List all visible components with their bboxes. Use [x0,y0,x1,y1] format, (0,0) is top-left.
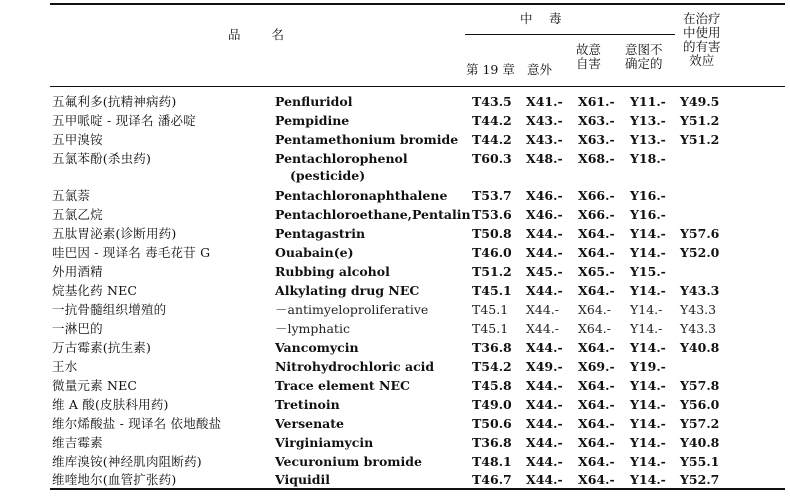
english-name: Pentachlorophenol [275,151,408,166]
intentional-code: X64.- [578,378,615,393]
undetermined-code: Y14.- [630,302,663,317]
table-row [0,92,790,111]
accident-column-header: 意外 [527,62,553,77]
undetermined-code: Y14.- [630,226,666,241]
english-name: Virginiamycin [275,435,374,450]
intentional-line-2: 自害 [576,56,602,71]
chinese-name: 烷基化药 NEC [52,283,138,298]
english-name: Trace element NEC [275,378,410,393]
chinese-name: 微量元素 NEC [52,378,138,393]
english-name: －antimyeloproliferative [275,302,429,317]
accident-code: X44.- [526,283,563,298]
chinese-name: 五甲溴铵 [52,132,103,147]
english-name: Nitrohydrochloric acid [275,359,435,374]
intentional-code: X64.- [578,321,612,336]
chapter-code: T50.8 [472,226,512,241]
chapter-code: T53.7 [472,188,512,203]
table-row [0,205,790,224]
table-row [0,395,790,414]
english-name: Ouabain(e) [275,245,354,260]
intentional-code: X64.- [578,302,612,317]
undetermined-code: Y14.- [630,435,666,450]
table-row [0,414,790,433]
adverse-effect-code: Y57.6 [680,226,720,241]
undetermined-code: Y14.- [630,416,666,431]
top-rule [50,3,785,5]
undetermined-code: Y14.- [630,378,666,393]
table-row [0,433,790,452]
chapter-code: T45.1 [472,321,509,336]
intentional-code: X64.- [578,283,615,298]
english-name: Pentamethonium bromide [275,132,459,147]
adverse-effect-code: Y49.5 [680,94,720,109]
accident-code: X44.- [526,435,563,450]
intentional-code: X64.- [578,454,615,469]
undetermined-code: Y11.- [630,94,666,109]
adverse-effect-code: Y56.0 [680,397,720,412]
undetermined-code: Y14.- [630,454,666,469]
intentional-code: X64.- [578,340,615,355]
accident-code: X44.- [526,416,563,431]
chapter-code: T44.2 [472,132,512,147]
adverse-effect-code: Y43.3 [680,321,717,336]
table-row [0,300,790,319]
adverse-effect-code: Y52.7 [680,472,720,487]
chapter-code: T43.5 [472,94,512,109]
table-row [0,243,790,262]
product-name-header: 品 名 [228,27,287,42]
adverse-effect-code: Y55.1 [680,454,720,469]
english-name: Pempidine [275,113,350,128]
chapter-code: T51.2 [472,264,512,279]
english-name: Pentachloroethane,Pentalin [275,207,471,222]
adverse-effect-code: Y40.8 [680,340,720,355]
intentional-code: X66.- [578,207,615,222]
chinese-name: 外用酒精 [52,264,103,279]
table-row [0,262,790,281]
chapter-code: T45.1 [472,302,509,317]
undetermined-code: Y14.- [630,245,666,260]
adverse-effect-code: Y51.2 [680,113,720,128]
english-name: Pentachloronaphthalene [275,188,448,203]
chapter-code: T54.2 [472,359,512,374]
intentional-code: X61.- [578,94,615,109]
table-row [0,149,790,186]
table-row [0,357,790,376]
undetermined-code: Y16.- [630,188,666,203]
undetermined-line-2: 确定的 [625,56,663,71]
adverse-effect-code: Y43.3 [680,302,717,317]
accident-code: X44.- [526,454,563,469]
chapter-code: T36.8 [472,340,512,355]
undetermined-code: Y14.- [630,472,666,487]
undetermined-code: Y14.- [630,283,666,298]
accident-code: X41.- [526,94,563,109]
undetermined-code: Y16.- [630,207,666,222]
table-row [0,224,790,243]
english-name: Pentagastrin [275,226,366,241]
intentional-code: X68.- [578,151,615,166]
accident-code: X44.- [526,472,563,487]
table-row [0,130,790,149]
chapter-code: T46.0 [472,245,512,260]
table-row [0,338,790,357]
poisoning-underline [465,34,675,35]
undetermined-code: Y14.- [630,340,666,355]
accident-code: X44.- [526,302,560,317]
undetermined-code: Y19.- [630,359,666,374]
intentional-code: X66.- [578,188,615,203]
adverse-effect-code: Y43.3 [680,283,720,298]
table-row [0,452,790,471]
undetermined-column-header [625,43,663,71]
undetermined-code: Y18.- [630,151,666,166]
undetermined-line-1: 意图不 [625,42,663,57]
chapter-code: T60.3 [472,151,512,166]
chapter-column-header: 第 19 章 [466,62,515,77]
chinese-name: 五氯乙烷 [52,207,103,222]
chapter-code: T45.1 [472,283,512,298]
chapter-code: T46.7 [472,472,512,487]
english-name: Rubbing alcohol [275,264,390,279]
accident-code: X44.- [526,226,563,241]
adverse-line-4: 效应 [689,53,715,68]
chinese-name: 维 A 酸(皮肤科用药) [52,397,169,412]
chapter-code: T50.6 [472,416,512,431]
chapter-code: T53.6 [472,207,512,222]
intentional-code: X64.- [578,435,615,450]
english-name: －lymphatic [275,321,350,336]
table-row [0,470,790,489]
english-name: Vancomycin [275,340,359,355]
adverse-line-1: 在治疗 [683,11,721,26]
header-bottom-rule [50,86,785,87]
accident-code: X49.- [526,359,563,374]
adverse-line-3: 的有害 [683,39,721,54]
english-name: Viquidil [275,472,331,487]
intentional-code: X63.- [578,132,615,147]
english-name: Penfluridol [275,94,353,109]
chinese-name: 维吉霉素 [52,435,103,450]
intentional-code: X64.- [578,472,615,487]
accident-code: X44.- [526,245,563,260]
accident-code: X46.- [526,207,563,222]
accident-code: X45.- [526,264,563,279]
chinese-name: 五氯萘 [52,188,91,203]
english-name: Alkylating drug NEC [275,283,420,298]
adverse-effect-code: Y57.8 [680,378,720,393]
chinese-name: 维库溴铵(神经肌肉阻断药) [52,454,202,469]
intentional-code: X64.- [578,397,615,412]
table-row [0,376,790,395]
chinese-name: 哇巴因 - 现译名 毒毛花苷 G [52,245,211,260]
accident-code: X46.- [526,188,563,203]
intentional-code: X69.- [578,359,615,374]
chapter-code: T36.8 [472,435,512,450]
chinese-name: 五肽胃泌素(诊断用药) [52,226,177,241]
chapter-code: T49.0 [472,397,512,412]
accident-code: X44.- [526,321,560,336]
table-row [0,281,790,300]
chinese-name: 五氯苯酚(杀虫药) [52,151,152,166]
english-name: Vecuronium bromide [275,454,422,469]
accident-code: X43.- [526,113,563,128]
chinese-name: 一抗骨髓组织增殖的 [52,302,167,317]
chinese-name: 维尔烯酸盐 - 现译名 依地酸盐 [52,416,222,431]
chinese-name: 王水 [52,359,78,374]
undetermined-code: Y14.- [630,397,666,412]
table-row [0,111,790,130]
intentional-column-header [576,43,601,71]
adverse-effect-code: Y51.2 [680,132,720,147]
poisoning-header: 中 毒 [520,11,564,26]
table-row [0,319,790,338]
chinese-name: 维喹地尔(血管扩张药) [52,472,177,487]
chinese-name: 五氟利多(抗精神病药) [52,94,177,109]
accident-code: X48.- [526,151,563,166]
adverse-effect-column-header [683,12,721,68]
intentional-code: X64.- [578,226,615,241]
undetermined-code: Y13.- [630,132,666,147]
adverse-effect-code: Y52.0 [680,245,720,260]
undetermined-code: Y13.- [630,113,666,128]
adverse-effect-code: Y57.2 [680,416,720,431]
chinese-name: 五甲哌啶 - 现译名 潘必啶 [52,113,196,128]
intentional-line-1: 故意 [576,42,602,57]
chinese-name: 一淋巴的 [52,321,103,336]
accident-code: X44.- [526,397,563,412]
adverse-effect-code: Y40.8 [680,435,720,450]
intentional-code: X64.- [578,245,615,260]
adverse-line-2: 中使用 [683,25,721,40]
undetermined-code: Y15.- [630,264,666,279]
chapter-code: T48.1 [472,454,512,469]
accident-code: X43.- [526,132,563,147]
intentional-code: X64.- [578,416,615,431]
english-name: Versenate [275,416,344,431]
table-row [0,186,790,205]
accident-code: X44.- [526,378,563,393]
intentional-code: X65.- [578,264,615,279]
accident-code: X44.- [526,340,563,355]
english-name: Tretinoin [275,397,340,412]
intentional-code: X63.- [578,113,615,128]
chapter-code: T45.8 [472,378,512,393]
undetermined-code: Y14.- [630,321,663,336]
chapter-code: T44.2 [472,113,512,128]
chinese-name: 万古霉素(抗生素) [52,340,152,355]
english-name-continuation: (pesticide) [290,168,366,183]
